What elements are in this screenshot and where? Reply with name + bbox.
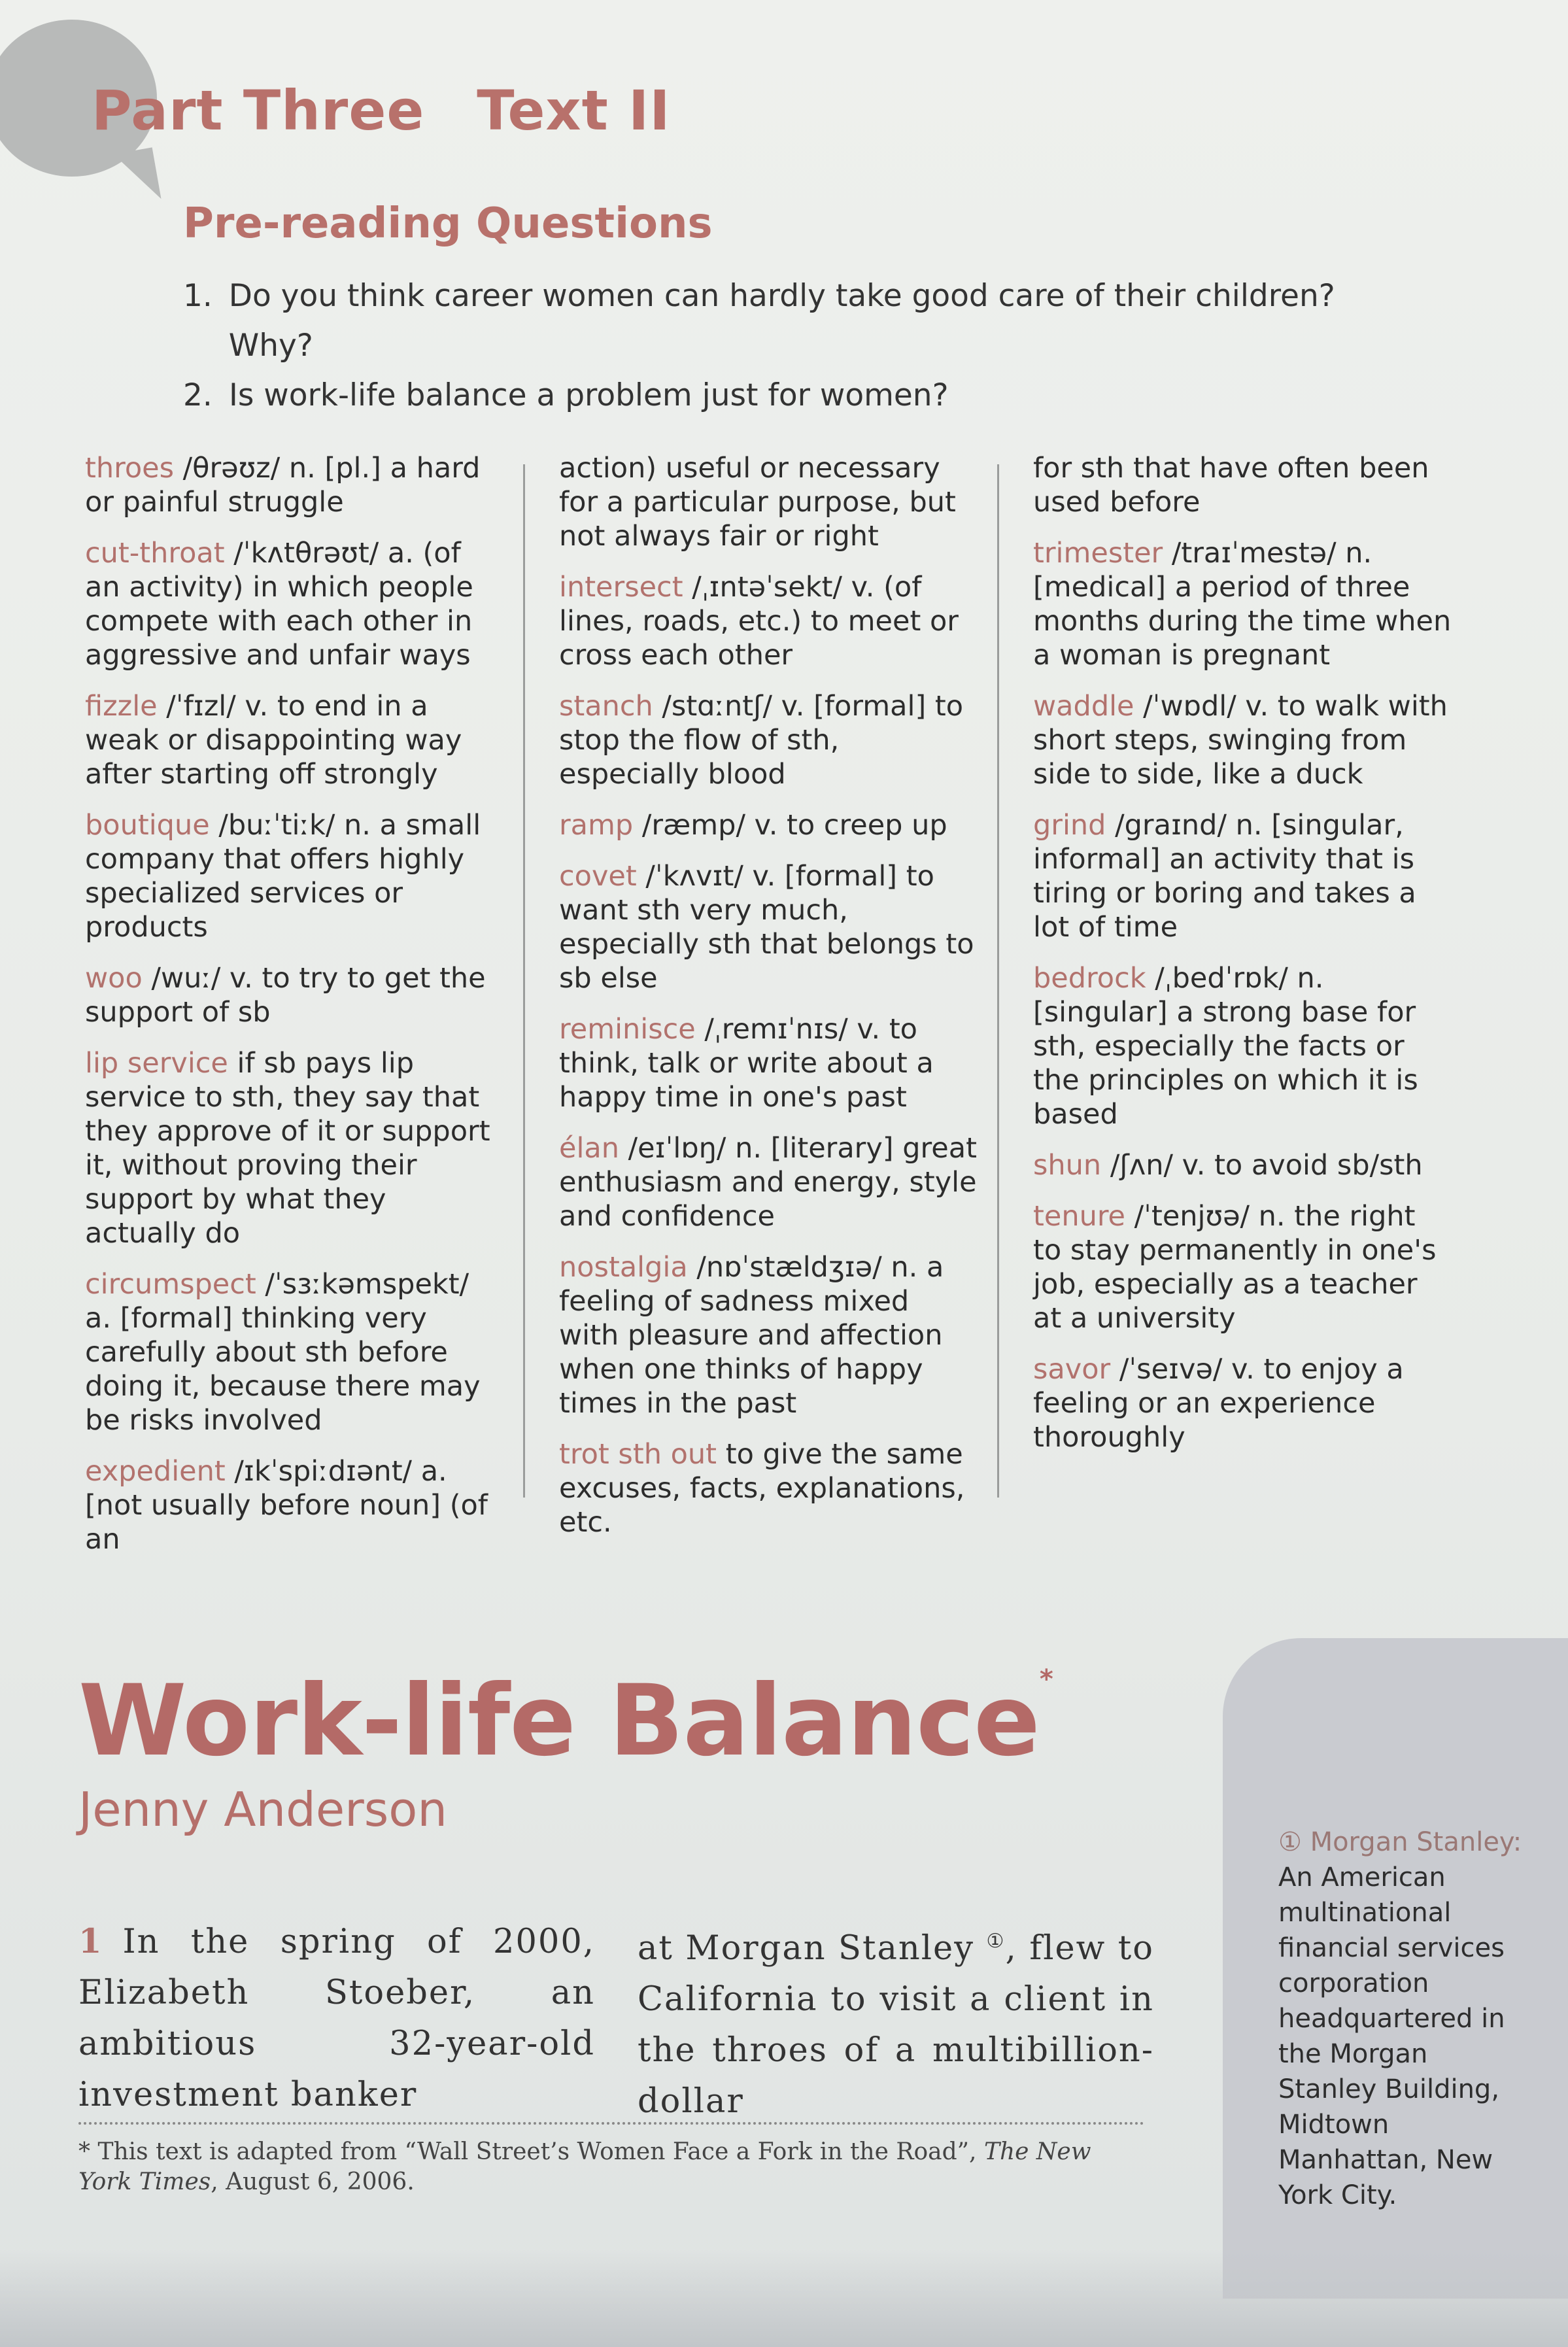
definition: /ˈkʌtθrəʊt/ a. (of an activity) in which people compete with each other in aggressive and unfair ways (85, 537, 473, 672)
paragraph-column-2 (638, 1916, 1154, 2127)
footnote-divider (78, 2122, 1144, 2125)
column-divider (523, 464, 525, 1498)
headword: ramp (559, 809, 634, 842)
paragraph-column-1 (78, 1916, 595, 2121)
headword: covet (559, 860, 637, 893)
side-note (1278, 1824, 1527, 2213)
definition: /ˈtenjʊə/ n. the right to stay permanently in one's job, especially as a teacher at a university (1033, 1200, 1437, 1335)
definition: /ˌbedˈrɒk/ n. [singular] a strong base for sth, especially the facts or the principles on which it is based (1033, 962, 1418, 1131)
question-item (183, 271, 1425, 371)
definition: /stɑːntʃ/ v. [formal] to stop the flow of sth, especially blood (559, 690, 964, 791)
headword: élan (559, 1132, 620, 1165)
glossary-column-3 (1033, 451, 1452, 1471)
paragraph-text: at Morgan Stanley (638, 1929, 975, 1968)
glossary-entry (559, 1437, 978, 1539)
question-text: Do you think career women can hardly take good care of their children? Why? (228, 278, 1335, 364)
definition: /eɪˈlɒŋ/ n. [literary] great enthusiasm and energy, style and confidence (559, 1132, 977, 1233)
article-title (78, 1664, 1053, 1778)
part-label: Part Three (92, 78, 425, 143)
headword: trimester (1033, 537, 1163, 570)
section-heading (92, 78, 723, 143)
article-title-text: Work-life Balance (78, 1664, 1040, 1778)
headword: lip service (85, 1047, 228, 1080)
glossary-entry (1033, 451, 1452, 519)
headword: intersect (559, 571, 683, 604)
glossary-entry (85, 689, 503, 791)
question-number: 1. (183, 278, 213, 314)
definition: /ˈfɪzl/ v. to end in a weak or disappointing way after starting off strongly (85, 690, 462, 791)
glossary-entry (559, 808, 978, 842)
headword: woo (85, 962, 143, 995)
question-number: 2. (183, 377, 213, 413)
glossary-column-2 (559, 451, 978, 1556)
glossary-entry (85, 451, 503, 519)
definition: /wuː/ v. to try to get the support of sb (85, 962, 486, 1029)
glossary-entry (85, 1046, 503, 1250)
prereading-questions (183, 271, 1425, 420)
glossary-entry (559, 1131, 978, 1233)
definition: /nɒˈstældʒɪə/ n. a feeling of sadness mixed with pleasure and affection when one thinks of happy times in the past (559, 1251, 944, 1420)
question-text: Is work-life balance a problem just for women? (229, 377, 949, 413)
footnote-source: The New York Times (78, 2138, 1091, 2195)
headword: waddle (1033, 690, 1134, 723)
definition: /ˌremɪˈnɪs/ v. to think, talk or write about a happy time in one's past (559, 1013, 934, 1114)
headword: savor (1033, 1353, 1111, 1386)
glossary-entry (559, 1012, 978, 1114)
definition: action) useful or necessary for a particular purpose, but not always fair or right (559, 452, 956, 553)
glossary-entry (1033, 1199, 1452, 1335)
glossary-entry (559, 451, 978, 553)
side-note-marker: ① Morgan Stanley: (1278, 1827, 1522, 1857)
glossary-entry (85, 808, 503, 944)
definition: /buːˈtiːk/ n. a small company that offers highly specialized services or products (85, 809, 481, 944)
headword: trot sth out (559, 1438, 717, 1471)
headword: reminisce (559, 1013, 696, 1046)
glossary-entry (85, 536, 503, 672)
definition: for sth that have often been used before (1033, 452, 1429, 519)
glossary-entry (1033, 808, 1452, 944)
definition: /ˈsɜːkəmspekt/ a. [formal] thinking very carefully about sth before doing it, because there may be risks involved (85, 1268, 481, 1437)
definition: /θrəʊz/ n. [pl.] a hard or painful struggle (85, 452, 481, 519)
glossary-entry (1033, 961, 1452, 1131)
definition: /ɪkˈspiːdɪənt/ a. [not usually before noun] (of an (85, 1455, 488, 1556)
footnote-suffix: , August 6, 2006. (211, 2168, 415, 2195)
definition: /ˈwɒdl/ v. to walk with short steps, swinging from side to side, like a duck (1033, 690, 1448, 791)
glossary-entry (85, 1454, 503, 1556)
bottom-shadow (0, 2250, 1568, 2347)
headword: shun (1033, 1149, 1102, 1182)
headword: stanch (559, 690, 653, 723)
glossary-entry (85, 1267, 503, 1437)
headword: circumspect (85, 1268, 256, 1301)
headword: boutique (85, 809, 210, 842)
headword: grind (1033, 809, 1106, 842)
definition: /graɪnd/ n. [singular, informal] an activity that is tiring or boring and takes a lot of time (1033, 809, 1416, 944)
paragraph-text: In the spring of 2000, Elizabeth Stoeber, an ambitious 32-year-old investment banker (78, 1923, 595, 2114)
paragraph-text: , flew to California to visit a client in the throes of a multibillion-dollar (638, 1929, 1154, 2121)
definition: /ˌɪntəˈsekt/ v. (of lines, roads, etc.) to meet or cross each other (559, 571, 959, 672)
side-note-text: An American multinational financial services corporation headquartered in the Morgan Stanley Building, Midtown Manhattan, New York City. (1278, 1862, 1505, 2210)
glossary-entry (85, 961, 503, 1029)
definition: if sb pays lip service to sth, they say that they approve of it or support it, without proving their support by what they actually do (85, 1047, 490, 1250)
headword: bedrock (1033, 962, 1146, 995)
glossary-entry (559, 570, 978, 672)
headword: tenure (1033, 1200, 1126, 1233)
definition: /ˈkʌvɪt/ v. [formal] to want sth very much, especially sth that belongs to sb else (559, 860, 974, 995)
question-item (183, 371, 1425, 420)
definition: /ˈseɪvə/ v. to enjoy a feeling or an experience thoroughly (1033, 1353, 1404, 1454)
definition: /traɪˈmestə/ n. [medical] a period of three months during the time when a woman is pregnant (1033, 537, 1452, 672)
prereading-title: Pre-reading Questions (183, 199, 713, 248)
definition: to give the same excuses, facts, explanations, etc. (559, 1438, 965, 1539)
article-author: Jenny Anderson (78, 1782, 447, 1837)
title-footnote-mark: * (1039, 1664, 1053, 1694)
headword: nostalgia (559, 1251, 688, 1284)
footnote (78, 2137, 1151, 2197)
headword: fizzle (85, 690, 158, 723)
headword: throes (85, 452, 175, 485)
headword: expedient (85, 1455, 226, 1488)
text-label: Text II (477, 78, 671, 143)
definition: /ræmp/ v. to creep up (633, 809, 947, 842)
column-divider (997, 464, 999, 1498)
glossary-entry (559, 689, 978, 791)
glossary-entry (1033, 1148, 1452, 1182)
glossary-entry (1033, 536, 1452, 672)
headword: cut-throat (85, 537, 225, 570)
footnote-prefix: * This text is adapted from “Wall Street’s Women Face a Fork in the Road”, (78, 2138, 984, 2165)
glossary-entry (559, 859, 978, 995)
definition: /ʃʌn/ v. to avoid sb/sth (1101, 1149, 1423, 1182)
glossary-entry (1033, 689, 1452, 791)
paragraph-number: 1 (78, 1922, 103, 1961)
glossary-entry (1033, 1352, 1452, 1454)
glossary-column-1 (85, 451, 503, 1573)
note-reference: ① (986, 1930, 1006, 1953)
glossary-entry (559, 1250, 978, 1420)
